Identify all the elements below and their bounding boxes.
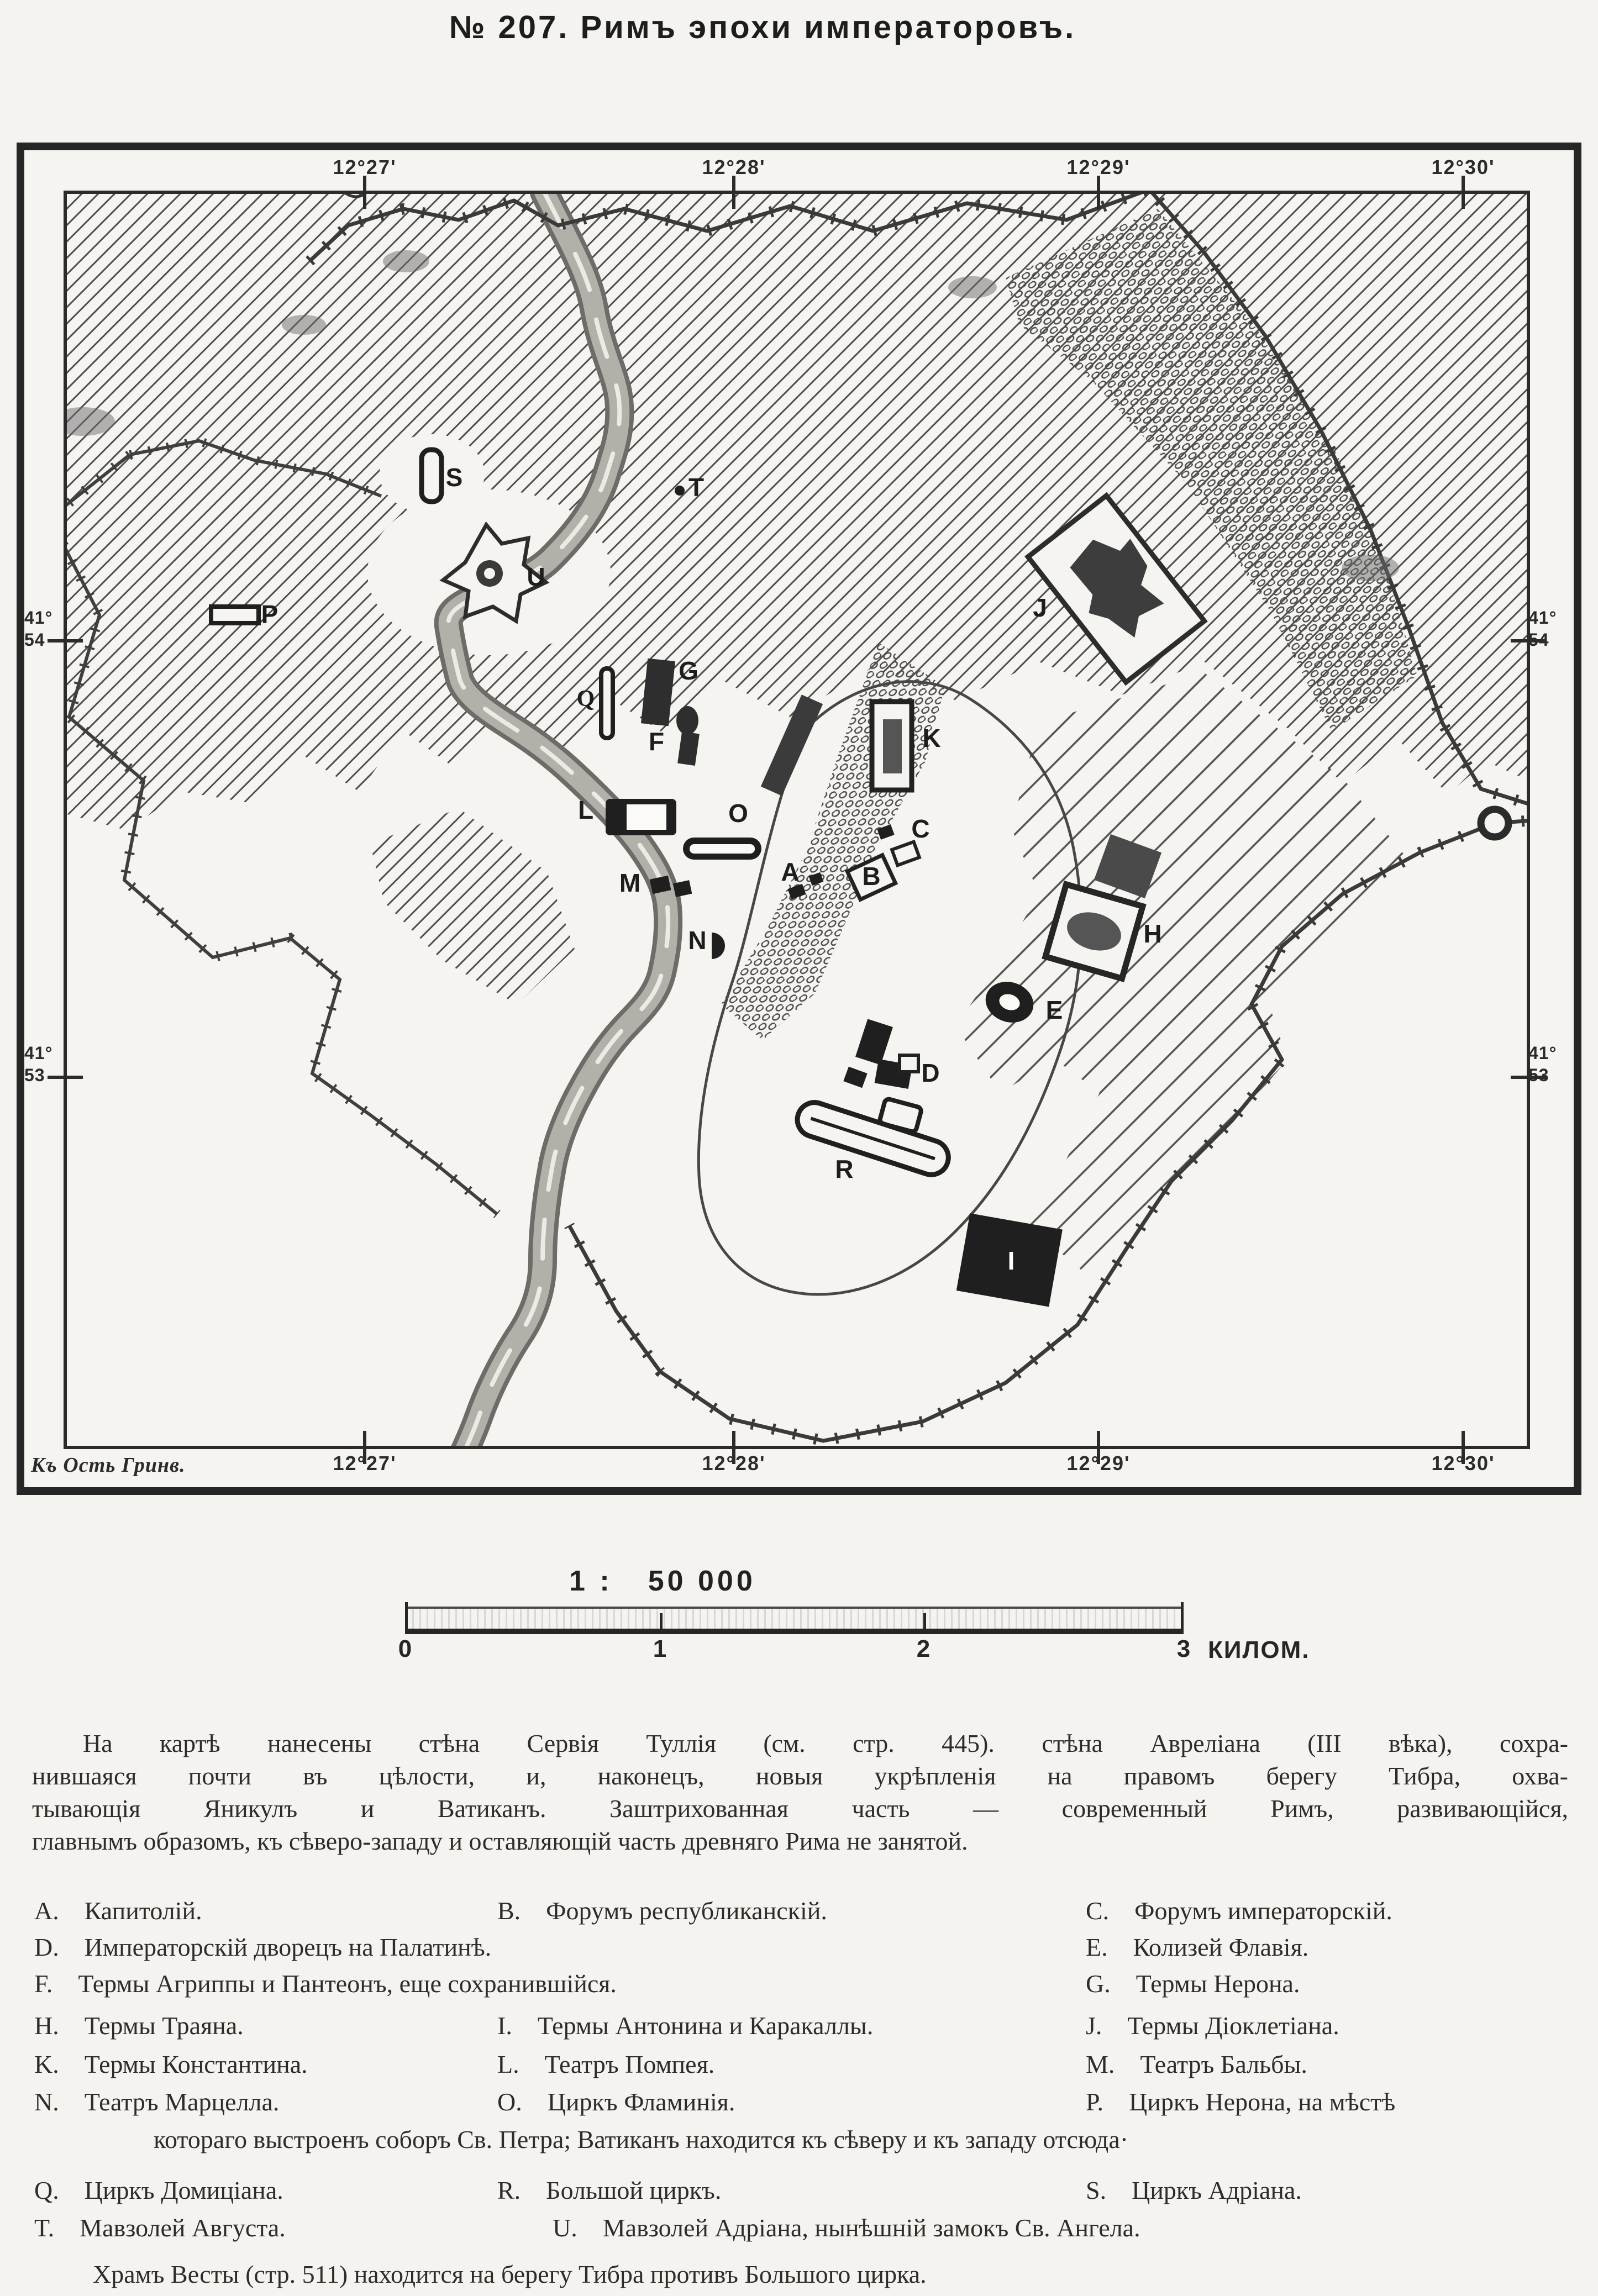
gray-patch xyxy=(948,276,997,298)
legend-entry-H: H. Термы Траяна. xyxy=(34,2011,244,2040)
map-marker-T: T xyxy=(688,473,705,502)
circus-neronis-shape xyxy=(211,607,259,623)
circus-hadriani-shape xyxy=(422,450,441,502)
circus-domitian-shape xyxy=(601,668,613,738)
legend-entry-J: J. Термы Діоклетіана. xyxy=(1086,2011,1339,2040)
longitude-label-bottom-2: 12°28' xyxy=(702,1452,766,1475)
latitude-label-left-1: 41° 54 xyxy=(24,608,53,650)
gray-patch xyxy=(282,315,326,335)
longitude-label-top-2: 12°28' xyxy=(702,156,766,178)
description-paragraph xyxy=(32,1727,1568,1857)
legend-entry-M: M. Театръ Бальбы. xyxy=(1086,2050,1307,2078)
scale-bar-tick-0 xyxy=(405,1602,408,1629)
legend-entry-S: S. Циркъ Адріана. xyxy=(1086,2176,1302,2204)
map-marker-I: I xyxy=(1007,1246,1015,1275)
scale-bar-tick-3 xyxy=(1181,1602,1184,1629)
baths-constantine-core xyxy=(883,719,902,773)
description-line-2: нившаяся почти въ цѣлости, и, наконецъ, новыя укрѣпленія на правомъ берегу Тибра, охва- xyxy=(32,1762,1568,1790)
scale-bar-tick-2 xyxy=(923,1613,926,1629)
longitude-label-bottom-4: 12°30' xyxy=(1431,1452,1495,1475)
scale-bar-tick-1 xyxy=(660,1613,663,1629)
gray-patch xyxy=(383,250,429,272)
legend-entry-C: C. Форумъ императорскій. xyxy=(1086,1897,1392,1925)
map-marker-U: U xyxy=(527,562,545,591)
map-marker-F: F xyxy=(648,727,665,756)
map-marker-B: B xyxy=(862,862,881,891)
pantheon-shape xyxy=(676,706,698,735)
palatine-court xyxy=(900,1055,918,1072)
map-marker-A: A xyxy=(781,857,800,886)
legend-entry-G: G. Термы Нерона. xyxy=(1086,1969,1300,1998)
map-marker-E: E xyxy=(1045,996,1063,1024)
map-marker-M: M xyxy=(619,868,641,897)
longitude-label-bottom-1: 12°27' xyxy=(333,1452,397,1475)
latitude-label-left-2: 41° 53 xyxy=(24,1043,53,1085)
description-line-1: На картѣ нанесены стѣна Сервія Туллія (см. стр. 445). стѣна Авреліана (III вѣка), сохра- xyxy=(83,1729,1568,1757)
map-marker-N: N xyxy=(688,926,707,955)
map-marker-J: J xyxy=(1033,593,1047,622)
map-marker-P: P xyxy=(261,600,278,629)
map-marker-C: C xyxy=(911,814,930,843)
scale-number-3: 3 xyxy=(1176,1635,1191,1662)
legend-entry-N: N. Театръ Марцелла. xyxy=(34,2088,280,2116)
legend-entry-U: U. Мавзолей Адріана, нынѣшній замокъ Св. Ангела. xyxy=(553,2214,1140,2242)
legend-entry-O: O. Циркъ Фламинія. xyxy=(497,2088,735,2116)
map-marker-O: O xyxy=(728,799,748,828)
longitude-label-bottom-3: 12°29' xyxy=(1066,1452,1131,1475)
map-marker-Q: Q xyxy=(576,686,595,712)
scale-unit: КИЛОМ. xyxy=(1208,1636,1310,1663)
scale-bar xyxy=(405,1607,1184,1634)
longitude-label-top-4: 12°30' xyxy=(1431,156,1495,178)
map-marker-D: D xyxy=(921,1059,940,1087)
scale-ratio xyxy=(569,1565,756,1598)
longitude-label-top-3: 12°29' xyxy=(1066,156,1131,178)
circus-flaminius-track xyxy=(690,844,755,854)
legend-entry-I: I. Термы Антонина и Каракаллы. xyxy=(497,2011,874,2040)
legend-entry-Q: Q. Циркъ Домиціана. xyxy=(34,2176,283,2204)
legend-entry-L: L. Театръ Помпея. xyxy=(497,2050,715,2078)
legend-entry-A: A. Капитолій. xyxy=(34,1897,202,1925)
latitude-label-right-2: 41° 53 xyxy=(1528,1043,1557,1085)
map-frame xyxy=(17,143,1581,1495)
mausoleum-augustus-shape xyxy=(675,486,685,496)
scale-ratio-value: 50 000 xyxy=(648,1565,756,1597)
latitude-label-right-1: 41° 54 xyxy=(1528,608,1557,650)
map-marker-K: K xyxy=(922,724,941,752)
map-marker-H: H xyxy=(1143,919,1162,948)
scale-number-0: 0 xyxy=(398,1635,412,1662)
legend-entry-D: D. Императорскій дворецъ на Палатинѣ. xyxy=(34,1933,492,1961)
legend-entry-cont-9: Храмъ Весты (стр. 511) находится на берегу Тибра противъ Большого цирка. xyxy=(93,2260,927,2288)
page-title: № 207. Римъ эпохи императоровъ. xyxy=(449,9,1076,45)
scale-ratio-prefix: 1 : xyxy=(569,1565,613,1597)
map-marker-S: S xyxy=(445,463,463,492)
legend-entry-K: K. Термы Константина. xyxy=(34,2050,308,2078)
legend-entry-F: F. Термы Агриппы и Пантеонъ, еще сохранившійся. xyxy=(34,1969,617,1998)
legend-entry-E: E. Колизей Флавія. xyxy=(1086,1933,1309,1961)
legend-entry-B: B. Форумъ республиканскій. xyxy=(497,1897,827,1925)
gray-patch xyxy=(1342,555,1399,581)
scale-number-1: 1 xyxy=(653,1635,667,1662)
castel-core-center xyxy=(484,568,495,579)
longitude-label-top-1: 12°27' xyxy=(333,156,397,178)
legend-entry-R: R. Большой циркъ. xyxy=(497,2176,722,2204)
legend-entry-cont-6: котораго выстроенъ соборъ Св. Петра; Ватиканъ находится къ сѣверу и къ западу отсюда· xyxy=(154,2125,1129,2153)
map-marker-G: G xyxy=(679,656,698,685)
map-marker-L: L xyxy=(577,796,594,824)
map-canvas xyxy=(17,143,1581,1495)
description-line-3: тывающія Яникулъ и Ватиканъ. Заштрихованная часть — современный Римъ, развивающійся, xyxy=(32,1794,1568,1823)
theatre-pompey-court xyxy=(627,804,666,830)
description-line-4: главнымъ образомъ, къ сѣверо-западу и оставляющій часть древняго Рима не занятой. xyxy=(32,1827,968,1855)
wall-gate-ring xyxy=(1481,809,1508,837)
legend-entry-T: T. Мавзолей Августа. xyxy=(34,2214,286,2242)
map-marker-R: R xyxy=(835,1155,854,1183)
scale-number-2: 2 xyxy=(916,1635,931,1662)
map-corner-note: Къ Ость Гринв. xyxy=(31,1454,186,1477)
legend-entry-P: P. Циркъ Нерона, на мѣстѣ xyxy=(1086,2088,1396,2116)
